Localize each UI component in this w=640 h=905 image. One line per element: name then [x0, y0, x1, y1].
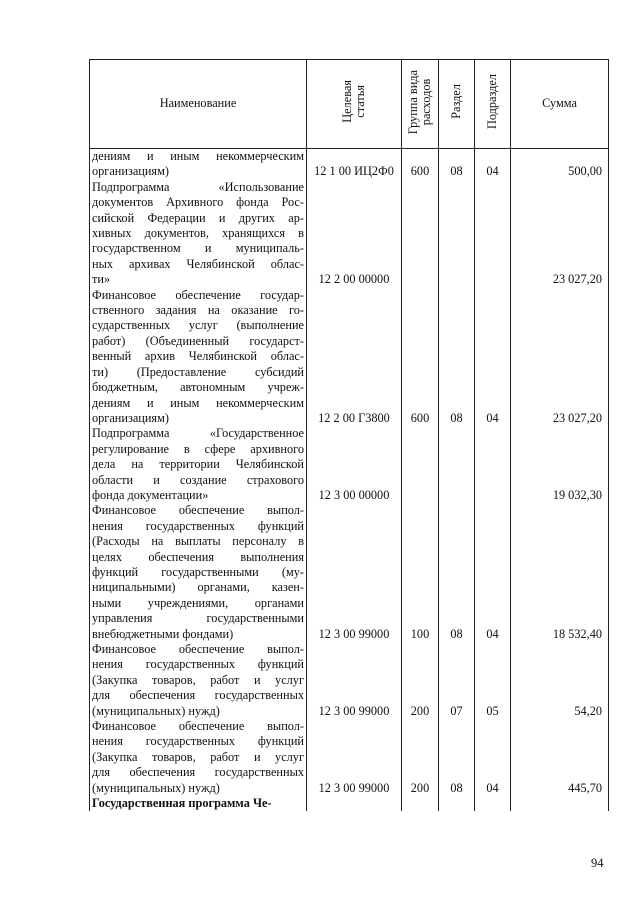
row-expense-group [402, 180, 439, 288]
header-section: Раздел [439, 60, 475, 149]
name-line: области и создание страхового [92, 472, 304, 487]
row-section: 07 [439, 642, 475, 719]
name-line: Финансовое обеспечение выпол- [92, 719, 304, 734]
name-line: нения государственных функций [92, 734, 304, 749]
name-line: для обеспечения государственных [92, 765, 304, 780]
row-sum: 23 027,20 [511, 180, 609, 288]
row-name [90, 796, 307, 811]
name-line: дела на территории Челябинской [92, 457, 304, 472]
header-name: Наименование [90, 60, 307, 149]
row-section [439, 796, 475, 811]
row-target-article: 12 2 00 Г3800 [307, 288, 402, 427]
name-line: нения государственных функций [92, 657, 304, 672]
name-line: фонда документации» [92, 487, 209, 502]
name-line: Подпрограмма «Использование [92, 179, 304, 194]
name-line: хивных документов, хранящихся в [92, 226, 304, 241]
row-section [439, 426, 475, 503]
row-section: 08 [439, 149, 475, 180]
table-row [90, 719, 609, 796]
row-target-article: 12 3 00 00000 [307, 426, 402, 503]
name-line: управления государственными [92, 611, 304, 626]
name-line: организациям) [92, 410, 169, 425]
name-line: (муниципальных) нужд) [92, 703, 220, 718]
budget-table [89, 59, 609, 811]
name-line: внебюджетными фондами) [92, 626, 234, 641]
row-expense-group: 100 [402, 503, 439, 642]
name-line: регулирование в сфере архивного [92, 441, 304, 456]
row-sum [511, 796, 609, 811]
row-expense-group [402, 426, 439, 503]
row-expense-group: 200 [402, 642, 439, 719]
name-line: ниципальными) органами, казен- [92, 580, 304, 595]
row-name [90, 426, 307, 503]
name-line: Финансовое обеспечение выпол- [92, 642, 304, 656]
name-line: документов Архивного фонда Рос- [92, 195, 304, 210]
row-name [90, 503, 307, 642]
row-subsection: 04 [475, 288, 511, 427]
row-sum: 19 032,30 [511, 426, 609, 503]
row-name [90, 642, 307, 719]
row-expense-group: 200 [402, 719, 439, 796]
name-line: Государственная программа Че- [92, 796, 272, 811]
table-row [90, 149, 609, 180]
name-line: работ) (Объединенный государст- [92, 333, 304, 348]
row-subsection: 04 [475, 149, 511, 180]
header-sum: Сумма [511, 60, 609, 149]
name-line: целях обеспечения выполнения [92, 549, 304, 564]
row-section: 08 [439, 288, 475, 427]
name-line: дениям и иным некоммерческим [92, 149, 304, 163]
row-name [90, 288, 307, 427]
row-subsection [475, 796, 511, 811]
name-line: ти) (Предоставление субсидий [92, 364, 304, 379]
table-row [90, 426, 609, 503]
name-line: дениям и иным некоммерческим [92, 395, 304, 410]
row-section: 08 [439, 503, 475, 642]
page-number: 94 [591, 856, 604, 870]
name-line: ти» [92, 272, 111, 287]
name-line: ных архивах Челябинской облас- [92, 256, 304, 271]
table-row [90, 796, 609, 811]
name-line: бюджетным, автономным учреж- [92, 380, 304, 395]
header-subsection: Подраздел [475, 60, 511, 149]
name-line: организациям) [92, 164, 169, 179]
name-line: сийской Федерации и других ар- [92, 210, 304, 225]
row-target-article: 12 3 00 99000 [307, 719, 402, 796]
row-expense-group [402, 796, 439, 811]
row-expense-group: 600 [402, 288, 439, 427]
row-sum: 54,20 [511, 642, 609, 719]
name-line: для обеспечения государственных [92, 688, 304, 703]
row-section: 08 [439, 719, 475, 796]
row-target-article [307, 796, 402, 811]
name-line: ными учреждениями, органами [92, 595, 304, 610]
name-line: государственном и муниципаль- [92, 241, 304, 256]
name-line: сударственных услуг (выполнение [92, 318, 304, 333]
name-line: (Закупка товаров, работ и услуг [92, 749, 304, 764]
name-line: функций государственными (му- [92, 564, 304, 579]
row-target-article: 12 3 00 99000 [307, 642, 402, 719]
row-name [90, 149, 307, 180]
header-target-article: Целевая статья [307, 60, 402, 149]
name-line: Подпрограмма «Государственное [92, 426, 304, 441]
row-subsection [475, 180, 511, 288]
header-expense-group: Группа вида расходов [402, 60, 439, 149]
row-subsection: 04 [475, 719, 511, 796]
row-subsection [475, 426, 511, 503]
row-name [90, 719, 307, 796]
name-line: ственного задания на оказание го- [92, 303, 304, 318]
name-line: (муниципальных) нужд) [92, 780, 220, 795]
table-row [90, 503, 609, 642]
table-header-row [90, 60, 609, 149]
table-row [90, 288, 609, 427]
row-subsection: 04 [475, 503, 511, 642]
row-sum: 445,70 [511, 719, 609, 796]
name-line: венный архив Челябинской облас- [92, 349, 304, 364]
name-line: Финансовое обеспечение выпол- [92, 503, 304, 518]
row-sum: 18 532,40 [511, 503, 609, 642]
row-target-article: 12 1 00 ИЦ2Ф0 [307, 149, 402, 180]
row-sum: 23 027,20 [511, 288, 609, 427]
name-line: нения государственных функций [92, 518, 304, 533]
row-target-article: 12 2 00 00000 [307, 180, 402, 288]
row-target-article: 12 3 00 99000 [307, 503, 402, 642]
name-line: (Закупка товаров, работ и услуг [92, 672, 304, 687]
table-row [90, 642, 609, 719]
name-line: Финансовое обеспечение государ- [92, 287, 304, 302]
row-expense-group: 600 [402, 149, 439, 180]
row-name [90, 180, 307, 288]
name-line: (Расходы на выплаты персоналу в [92, 534, 304, 549]
table-row [90, 180, 609, 288]
row-section [439, 180, 475, 288]
row-sum: 500,00 [511, 149, 609, 180]
row-subsection: 05 [475, 642, 511, 719]
